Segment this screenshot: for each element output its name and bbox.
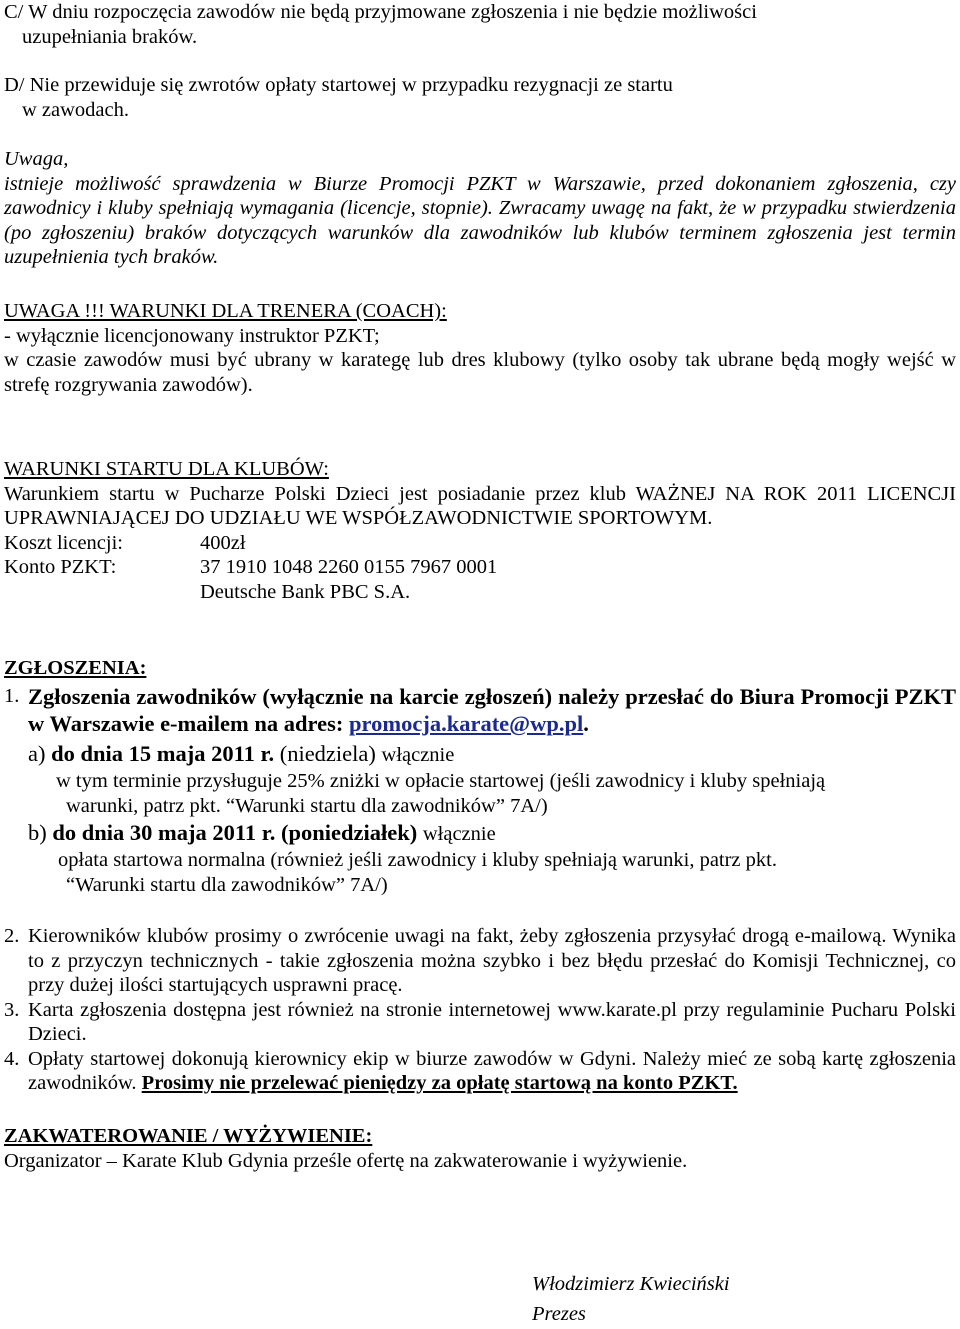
item4-text: Opłaty startowej dokonują kierownicy ekip w biurze zawodów w Gdyni. Należy mieć ze sobą kartę zgłoszenia zawodników. <box>28 1047 956 1094</box>
item4-number: 4. <box>4 1047 20 1070</box>
item1-text-wrap <box>28 683 956 737</box>
uwaga-heading: Uwaga, <box>4 148 69 170</box>
deadline-a-note2: warunki, patrz pkt. “Warunki startu dla zawodników” 7A/) <box>66 794 548 817</box>
deadline-b-date: do dnia 30 maja 2011 r. <box>52 820 276 845</box>
clubs-heading: WARUNKI STARTU DLA KLUBÓW: <box>4 458 329 480</box>
deadline-b-suffix: włącznie <box>422 823 496 845</box>
signature <box>532 1269 730 1329</box>
section-c <box>4 0 956 49</box>
deadline-b-note1: opłata startowa normalna (również jeśli zawodnicy i kluby spełniają warunki, patrz pkt. <box>58 849 777 871</box>
club-conditions <box>4 457 956 604</box>
account-number: 37 1910 1048 2260 0155 7967 0001 <box>200 556 498 578</box>
account-label: Konto PZKT: <box>4 556 117 578</box>
signature-title: Prezes <box>532 1303 586 1325</box>
deadline-a <box>28 740 956 818</box>
coach-line2: w czasie zawodów musi być ubrany w karategę lub dres klubowy (tylko osoby tak ubrane będą mogły wejść w strefę rozgrywania zawodów). <box>4 349 956 396</box>
section-d-line2: w zawodach. <box>22 98 130 121</box>
deadline-b-day: (poniedziałek) <box>280 820 418 845</box>
entries-heading <box>4 656 956 681</box>
account-row <box>4 555 956 580</box>
clubs-text: Warunkiem startu w Pucharze Polski Dzieci jest posiadanie przez klub WAŻNEJ NA ROK 2011 LICENCJI UPRAWNIAJĄCEJ DO UDZIAŁU WE WSPÓŁZAWODNICTWIE SPORTOWYM. <box>4 482 956 529</box>
license-fee-value: 400zł <box>200 531 246 554</box>
item1-text: Zgłoszenia zawodników (wyłącznie na karcie zgłoszeń) należy przesłać do Biura Promocji PZKT w Warszawie e-mailem na adres: <box>28 684 956 736</box>
deadline-a-date: do dnia 15 maja 2011 r. <box>51 741 275 766</box>
entries-heading-text: ZGŁOSZENIA: <box>4 657 147 679</box>
deadline-b <box>28 819 956 897</box>
entries-item-2 <box>4 924 956 998</box>
license-fee-row <box>4 531 956 556</box>
lodging-heading: ZAKWATEROWANIE / WYŻYWIENIE: <box>4 1125 373 1147</box>
entries-list <box>4 924 956 1096</box>
entries-item-3 <box>4 998 956 1047</box>
item1-number: 1. <box>4 685 20 707</box>
section-c-line1: C/ W dniu rozpoczęcia zawodów nie będą przyjmowane zgłoszenia i nie będzie możliwości <box>4 1 757 23</box>
deadline-b-line <box>28 819 956 848</box>
bank-name: Deutsche Bank PBC S.A. <box>200 580 411 603</box>
item4-text-wrap <box>28 1047 956 1096</box>
item1-end: . <box>583 711 589 736</box>
deadline-a-note1: w tym terminie przysługuje 25% zniżki w opłacie startowej (jeśli zawodnicy i kluby spełniają <box>56 770 826 792</box>
deadline-a-day: (niedziela) <box>279 741 376 766</box>
entries-item-1 <box>4 683 956 737</box>
lodging-section <box>4 1124 956 1173</box>
deadline-b-note2: “Warunki startu dla zawodników” 7A/) <box>66 873 388 896</box>
section-c-line2: uzupełniania braków. <box>22 25 198 48</box>
coach-heading: UWAGA !!! WARUNKI DLA TRENERA (COACH): <box>4 300 447 322</box>
lodging-text: Organizator – Karate Klub Gdynia prześle ofertę na zakwaterowanie i wyżywienie. <box>4 1149 688 1172</box>
license-fee-label: Koszt licencji: <box>4 531 123 554</box>
section-d-line1: D/ Nie przewiduje się zwrotów opłaty startowej w przypadku rezygnacji ze startu <box>4 74 673 96</box>
item3-text: Karta zgłoszenia dostępna jest również na stronie internetowej www.karate.pl przy regulaminie Pucharu Polski Dzieci. <box>28 998 956 1045</box>
item4-warning: Prosimy nie przelewać pieniędzy za opłatę startową na konto PZKT. <box>141 1072 738 1094</box>
deadline-a-line <box>28 740 956 769</box>
coach-line1: - wyłącznie licencjonowany instruktor PZKT; <box>4 324 380 347</box>
section-d <box>4 73 956 122</box>
entries-item-4 <box>4 1047 956 1096</box>
uwaga-text: istnieje możliwość sprawdzenia w Biurze Promocji PZKT w Warszawie, przed dokonaniem zgłoszenia, czy zawodnicy i kluby spełniają wymagania (licencje, stopnie). Zwracamy uwagę na fakt, że w przypadku stwierdzenia (po zgłoszeniu) braków dotyczących warunków dla zawodników lub klubów terminem zgłoszenia jest termin uzupełnienia tych braków. <box>4 172 956 268</box>
deadline-a-prefix: a) <box>28 741 46 766</box>
deadline-b-prefix: b) <box>28 820 47 845</box>
item2-number: 2. <box>4 925 20 947</box>
item2-text: Kierowników klubów prosimy o zwrócenie uwagi na fakt, żeby zgłoszenia przysyłać drogą e-mailową. Wynika to z przyczyn technicznych - takie zgłoszenia można szybko i bez błędu przesłać do Komisji Technicznej, co przy dużej ilości startujących usprawni pracę. <box>28 925 956 996</box>
signature-name: Włodzimierz Kwieciński <box>532 1273 730 1295</box>
contact-email-link[interactable]: promocja.karate@wp.pl <box>349 711 584 736</box>
deadline-a-suffix: włącznie <box>381 744 455 766</box>
uwaga-note <box>4 147 956 270</box>
item3-number: 3. <box>4 998 20 1021</box>
coach-conditions <box>4 299 956 397</box>
